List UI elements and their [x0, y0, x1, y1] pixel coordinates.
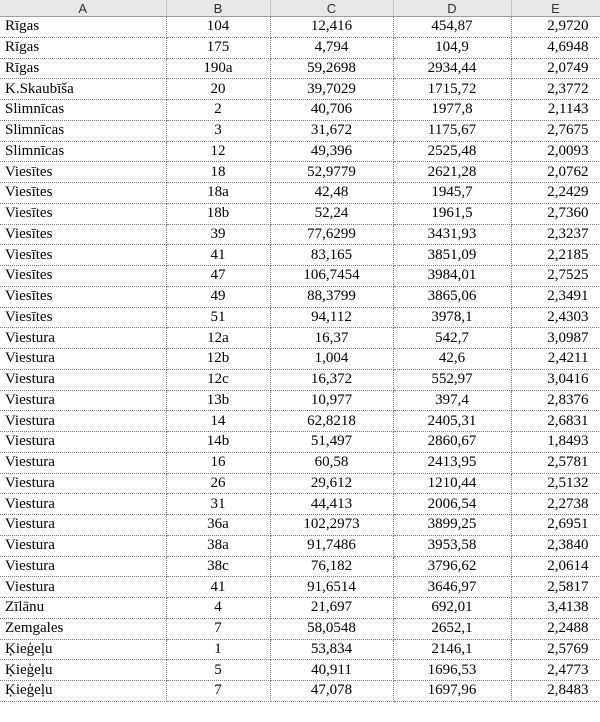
cell-e[interactable]: 2,2488: [511, 618, 600, 639]
cell-c[interactable]: 62,8218: [270, 411, 393, 432]
cell-a[interactable]: Viesītes: [0, 286, 166, 307]
column-header-a[interactable]: A: [0, 0, 166, 17]
table-row: [0, 390, 600, 411]
cell-e[interactable]: 2,3840: [511, 535, 600, 556]
cell-a[interactable]: Ķieģeļu: [0, 639, 166, 660]
cell-b[interactable]: 3: [166, 120, 270, 141]
cell-a[interactable]: Viestura: [0, 473, 166, 494]
cell-a[interactable]: Slimnīcas: [0, 141, 166, 162]
cell-c[interactable]: 31,672: [270, 120, 393, 141]
cell-d[interactable]: 2934,44: [393, 58, 511, 79]
cell-b[interactable]: 39: [166, 224, 270, 245]
table-row: [0, 328, 600, 349]
cell-a[interactable]: Viestura: [0, 411, 166, 432]
cell-e[interactable]: 2,8483: [511, 681, 600, 702]
cell-d[interactable]: 3978,1: [393, 307, 511, 328]
table-row: [0, 349, 600, 370]
cell-e[interactable]: 2,0749: [511, 58, 600, 79]
cell-b[interactable]: 16: [166, 452, 270, 473]
cell-d[interactable]: 1210,44: [393, 473, 511, 494]
cell-a[interactable]: Rīgas: [0, 17, 166, 38]
cell-c[interactable]: 91,6514: [270, 577, 393, 598]
cell-c[interactable]: 51,497: [270, 432, 393, 453]
table-row: [0, 660, 600, 681]
cell-e[interactable]: 2,4773: [511, 660, 600, 681]
cell-b[interactable]: 12b: [166, 349, 270, 370]
cell-d[interactable]: 3899,25: [393, 515, 511, 536]
cell-a[interactable]: Viestura: [0, 556, 166, 577]
cell-c[interactable]: 4,794: [270, 37, 393, 58]
cell-d[interactable]: 1977,8: [393, 100, 511, 121]
cell-e[interactable]: 2,3237: [511, 224, 600, 245]
cell-c[interactable]: 60,58: [270, 452, 393, 473]
cell-a[interactable]: Viestura: [0, 432, 166, 453]
cell-a[interactable]: Viesītes: [0, 162, 166, 183]
cell-b[interactable]: 38c: [166, 556, 270, 577]
cell-a[interactable]: Slimnīcas: [0, 100, 166, 121]
cell-a[interactable]: Viestura: [0, 515, 166, 536]
cell-e[interactable]: 2,9720: [511, 17, 600, 38]
cell-d[interactable]: 3984,01: [393, 266, 511, 287]
cell-b[interactable]: 190a: [166, 58, 270, 79]
cell-d[interactable]: 2413,95: [393, 452, 511, 473]
cell-d[interactable]: 542,7: [393, 328, 511, 349]
cell-b[interactable]: 18a: [166, 183, 270, 204]
cell-b[interactable]: 7: [166, 681, 270, 702]
cell-c[interactable]: 29,612: [270, 473, 393, 494]
column-header-row: [0, 0, 600, 17]
cell-e[interactable]: 2,5132: [511, 473, 600, 494]
cell-c[interactable]: 83,165: [270, 245, 393, 266]
cell-d[interactable]: 3796,62: [393, 556, 511, 577]
cell-e[interactable]: 2,2185: [511, 245, 600, 266]
cell-e[interactable]: 3,4138: [511, 598, 600, 619]
table-row: [0, 577, 600, 598]
cell-e[interactable]: 4,6948: [511, 37, 600, 58]
cell-a[interactable]: Viestura: [0, 369, 166, 390]
cell-b[interactable]: 7: [166, 618, 270, 639]
cell-a[interactable]: Rīgas: [0, 37, 166, 58]
table-row: [0, 494, 600, 515]
table-row: [0, 639, 600, 660]
cell-e[interactable]: 1,8493: [511, 432, 600, 453]
table-row: [0, 120, 600, 141]
cell-b[interactable]: 41: [166, 245, 270, 266]
cell-a[interactable]: Viestura: [0, 349, 166, 370]
cell-a[interactable]: Viestura: [0, 577, 166, 598]
cell-b[interactable]: 5: [166, 660, 270, 681]
table-row: [0, 266, 600, 287]
cell-d[interactable]: 3865,06: [393, 286, 511, 307]
cell-d[interactable]: 2006,54: [393, 494, 511, 515]
column-header-c[interactable]: C: [270, 0, 393, 17]
table-body: [0, 17, 600, 702]
table-row: [0, 286, 600, 307]
cell-b[interactable]: 12a: [166, 328, 270, 349]
cell-c[interactable]: 77,6299: [270, 224, 393, 245]
cell-a[interactable]: Viesītes: [0, 224, 166, 245]
cell-c[interactable]: 91,7486: [270, 535, 393, 556]
table-row: [0, 183, 600, 204]
table-row: [0, 224, 600, 245]
cell-a[interactable]: Zīlānu: [0, 598, 166, 619]
cell-a[interactable]: Ķieģeļu: [0, 681, 166, 702]
cell-b[interactable]: 13b: [166, 390, 270, 411]
cell-e[interactable]: 2,0093: [511, 141, 600, 162]
cell-c[interactable]: 16,37: [270, 328, 393, 349]
cell-c[interactable]: 106,7454: [270, 266, 393, 287]
cell-d[interactable]: 1961,5: [393, 203, 511, 224]
cell-a[interactable]: Viesītes: [0, 183, 166, 204]
cell-a[interactable]: Viestura: [0, 328, 166, 349]
cell-d[interactable]: 104,9: [393, 37, 511, 58]
table-row: [0, 58, 600, 79]
cell-a[interactable]: Zemgales: [0, 618, 166, 639]
cell-b[interactable]: 175: [166, 37, 270, 58]
cell-c[interactable]: 94,112: [270, 307, 393, 328]
table-row: [0, 452, 600, 473]
cell-b[interactable]: 4: [166, 598, 270, 619]
table-row: [0, 203, 600, 224]
cell-c[interactable]: 102,2973: [270, 515, 393, 536]
cell-c[interactable]: 58,0548: [270, 618, 393, 639]
cell-b[interactable]: 18b: [166, 203, 270, 224]
cell-d[interactable]: 2525,48: [393, 141, 511, 162]
table-row: [0, 141, 600, 162]
cell-c[interactable]: 40,706: [270, 100, 393, 121]
cell-e[interactable]: 2,6951: [511, 515, 600, 536]
cell-c[interactable]: 42,48: [270, 183, 393, 204]
cell-e[interactable]: 2,1143: [511, 100, 600, 121]
cell-e[interactable]: 3,0987: [511, 328, 600, 349]
table-row: [0, 618, 600, 639]
table-row: [0, 681, 600, 702]
cell-e[interactable]: 2,4303: [511, 307, 600, 328]
cell-a[interactable]: Ķieģeļu: [0, 660, 166, 681]
cell-e[interactable]: 2,7360: [511, 203, 600, 224]
cell-c[interactable]: 47,078: [270, 681, 393, 702]
table-row: [0, 515, 600, 536]
cell-b[interactable]: 47: [166, 266, 270, 287]
cell-d[interactable]: 1175,67: [393, 120, 511, 141]
cell-c[interactable]: 39,7029: [270, 79, 393, 100]
cell-c[interactable]: 59,2698: [270, 58, 393, 79]
cell-d[interactable]: 3953,58: [393, 535, 511, 556]
cell-b[interactable]: 14b: [166, 432, 270, 453]
cell-d[interactable]: 1697,96: [393, 681, 511, 702]
cell-b[interactable]: 20: [166, 79, 270, 100]
cell-d[interactable]: 552,97: [393, 369, 511, 390]
cell-d[interactable]: 1945,7: [393, 183, 511, 204]
column-header-b[interactable]: B: [166, 0, 270, 17]
cell-a[interactable]: Rīgas: [0, 58, 166, 79]
cell-a[interactable]: Viesītes: [0, 245, 166, 266]
cell-c[interactable]: 49,396: [270, 141, 393, 162]
cell-b[interactable]: 26: [166, 473, 270, 494]
column-header-d[interactable]: D: [393, 0, 511, 17]
cell-b[interactable]: 12: [166, 141, 270, 162]
cell-c[interactable]: 52,9779: [270, 162, 393, 183]
cell-e[interactable]: 2,0614: [511, 556, 600, 577]
cell-a[interactable]: Viestura: [0, 535, 166, 556]
cell-d[interactable]: 454,87: [393, 17, 511, 38]
cell-e[interactable]: 2,5781: [511, 452, 600, 473]
cell-b[interactable]: 38a: [166, 535, 270, 556]
table-row: [0, 535, 600, 556]
cell-c[interactable]: 21,697: [270, 598, 393, 619]
cell-e[interactable]: 2,8376: [511, 390, 600, 411]
cell-b[interactable]: 49: [166, 286, 270, 307]
cell-d[interactable]: 1715,72: [393, 79, 511, 100]
cell-d[interactable]: 3431,93: [393, 224, 511, 245]
cell-b[interactable]: 104: [166, 17, 270, 38]
cell-a[interactable]: Viesītes: [0, 307, 166, 328]
cell-c[interactable]: 76,182: [270, 556, 393, 577]
cell-d[interactable]: 2860,67: [393, 432, 511, 453]
cell-d[interactable]: 2652,1: [393, 618, 511, 639]
cell-c[interactable]: 88,3799: [270, 286, 393, 307]
cell-c[interactable]: 1,004: [270, 349, 393, 370]
cell-d[interactable]: 692,01: [393, 598, 511, 619]
table-row: [0, 37, 600, 58]
cell-b[interactable]: 36a: [166, 515, 270, 536]
cell-e[interactable]: 2,3491: [511, 286, 600, 307]
table-row: [0, 17, 600, 38]
cell-a[interactable]: K.Skaubīša: [0, 79, 166, 100]
cell-e[interactable]: 2,7675: [511, 120, 600, 141]
cell-c[interactable]: 12,416: [270, 17, 393, 38]
cell-a[interactable]: Viesītes: [0, 266, 166, 287]
cell-b[interactable]: 2: [166, 100, 270, 121]
cell-e[interactable]: 2,3772: [511, 79, 600, 100]
cell-c[interactable]: 52,24: [270, 203, 393, 224]
cell-a[interactable]: Viestura: [0, 452, 166, 473]
cell-d[interactable]: 2621,28: [393, 162, 511, 183]
cell-d[interactable]: 42,6: [393, 349, 511, 370]
cell-d[interactable]: 2146,1: [393, 639, 511, 660]
cell-a[interactable]: Viestura: [0, 390, 166, 411]
cell-b[interactable]: 51: [166, 307, 270, 328]
cell-e[interactable]: 2,0762: [511, 162, 600, 183]
cell-d[interactable]: 3851,09: [393, 245, 511, 266]
cell-e[interactable]: 2,5817: [511, 577, 600, 598]
cell-d[interactable]: 397,4: [393, 390, 511, 411]
cell-b[interactable]: 1: [166, 639, 270, 660]
cell-b[interactable]: 18: [166, 162, 270, 183]
column-header-e[interactable]: E: [511, 0, 600, 17]
cell-d[interactable]: 3646,97: [393, 577, 511, 598]
cell-a[interactable]: Slimnīcas: [0, 120, 166, 141]
table-row: [0, 162, 600, 183]
cell-c[interactable]: 10,977: [270, 390, 393, 411]
cell-e[interactable]: 2,6831: [511, 411, 600, 432]
cell-d[interactable]: 1696,53: [393, 660, 511, 681]
table-row: [0, 473, 600, 494]
table-row: [0, 432, 600, 453]
cell-e[interactable]: 2,2429: [511, 183, 600, 204]
table-row: [0, 307, 600, 328]
cell-b[interactable]: 14: [166, 411, 270, 432]
table-row: [0, 369, 600, 390]
cell-b[interactable]: 31: [166, 494, 270, 515]
cell-b[interactable]: 12c: [166, 369, 270, 390]
table-row: [0, 245, 600, 266]
cell-c[interactable]: 16,372: [270, 369, 393, 390]
cell-a[interactable]: Viestura: [0, 494, 166, 515]
table-row: [0, 556, 600, 577]
cell-e[interactable]: 3,0416: [511, 369, 600, 390]
table-row: [0, 411, 600, 432]
cell-d[interactable]: 2405,31: [393, 411, 511, 432]
cell-c[interactable]: 53,834: [270, 639, 393, 660]
cell-c[interactable]: 44,413: [270, 494, 393, 515]
cell-e[interactable]: 2,7525: [511, 266, 600, 287]
cell-b[interactable]: 41: [166, 577, 270, 598]
cell-a[interactable]: Viesītes: [0, 203, 166, 224]
cell-e[interactable]: 2,4211: [511, 349, 600, 370]
table-row: [0, 598, 600, 619]
cell-c[interactable]: 40,911: [270, 660, 393, 681]
cell-e[interactable]: 2,5769: [511, 639, 600, 660]
cell-e[interactable]: 2,2738: [511, 494, 600, 515]
table-row: [0, 79, 600, 100]
table-row: [0, 100, 600, 121]
